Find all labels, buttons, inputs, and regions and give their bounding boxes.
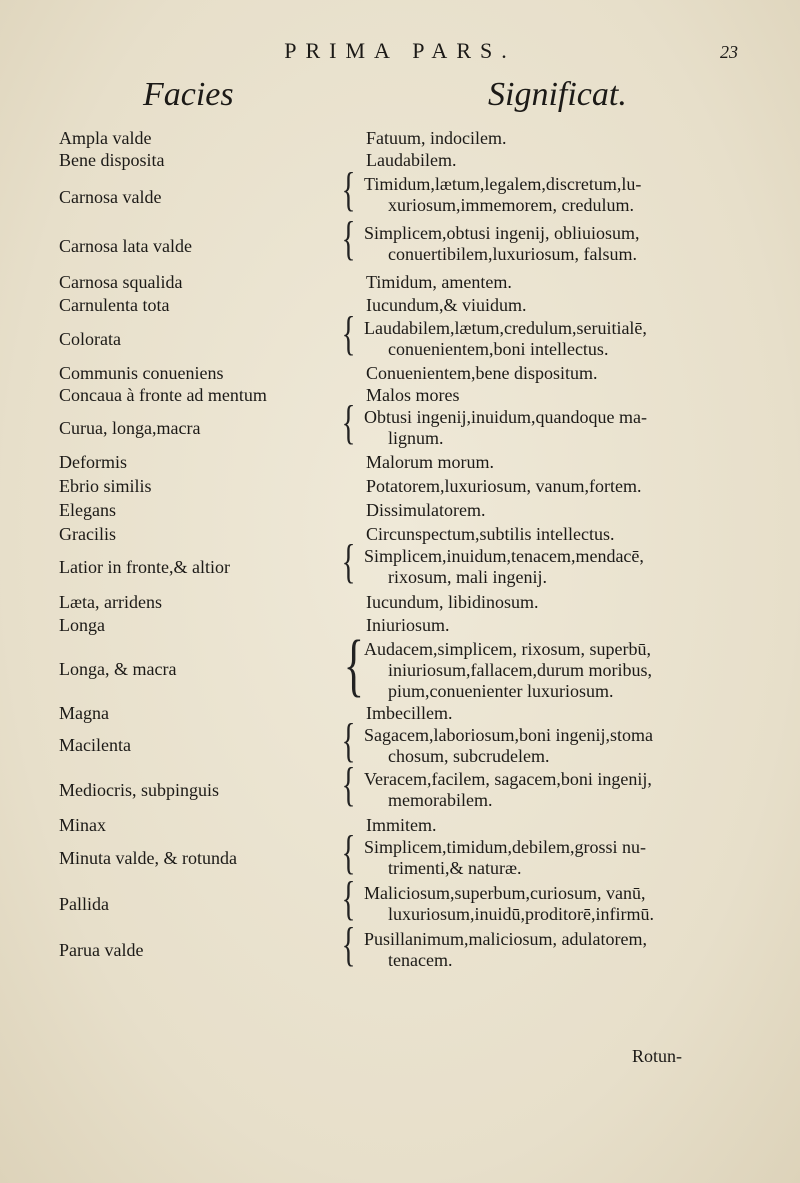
brace-glyph: { [341, 826, 356, 879]
entry-row [0, 212, 800, 272]
entry-row [0, 918, 800, 975]
meaning-text [366, 272, 741, 293]
meaning-line: Potatorem,luxuriosum, vanum,fortem. [366, 476, 642, 496]
meaning-text [366, 476, 741, 497]
face-term: Minax [59, 815, 106, 835]
meaning-text [366, 128, 741, 149]
face-term: Communis conueniens [59, 363, 224, 383]
face-term: Longa [59, 615, 105, 635]
meaning-text [364, 546, 739, 588]
entry-row [0, 476, 800, 500]
meaning-line: Conuenientem,bene dispositum. [366, 363, 598, 383]
meaning-line: trimenti,& naturæ. [388, 858, 522, 878]
face-term: Deformis [59, 452, 127, 472]
entry-row [0, 524, 800, 546]
column-heading-right: Significat. [488, 76, 627, 113]
meaning-line: Malorum morum. [366, 452, 494, 472]
entry-row [0, 396, 800, 452]
meaning-line: Laudabilem,lætum,credulum,seruitialē, [364, 318, 647, 338]
meaning-text [364, 725, 739, 767]
meaning-text [366, 524, 741, 545]
meaning-line: Iniuriosum. [366, 615, 450, 635]
face-term: Macilenta [59, 735, 131, 755]
brace-glyph: { [341, 396, 356, 449]
entry-row [0, 385, 800, 407]
meaning-line: Simplicem,inuidum,tenacem,mendacē, [364, 546, 644, 566]
meaning-line: chosum, subcrudelem. [388, 746, 550, 766]
entry-row [0, 592, 800, 615]
meaning-text [366, 150, 741, 171]
entry-row [0, 627, 800, 704]
face-term: Latior in fronte,& altior [59, 557, 230, 577]
brace-glyph: { [341, 872, 356, 925]
face-term: Carnosa squalida [59, 272, 183, 292]
brace-glyph: { [341, 212, 356, 265]
face-term: Ebrio similis [59, 476, 152, 496]
entry-row [0, 615, 800, 639]
catchword: Rotun- [632, 1046, 683, 1066]
meaning-text [366, 500, 741, 521]
face-term: Carnulenta tota [59, 295, 170, 315]
face-term: Parua valde [59, 940, 144, 960]
meaning-text [366, 385, 741, 406]
meaning-line: memorabilem. [388, 790, 493, 810]
meaning-text [364, 223, 739, 265]
meaning-line: iniuriosum,fallacem,durum moribus, [388, 660, 652, 680]
meaning-text [364, 883, 739, 925]
meaning-text [366, 815, 741, 836]
meaning-line: lignum. [388, 428, 444, 448]
entry-row [0, 826, 800, 883]
meaning-line: Malos mores [366, 385, 460, 405]
meaning-line: Fatuum, indocilem. [366, 128, 507, 148]
meaning-text [366, 452, 741, 473]
meaning-line: Simplicem,obtusi ingenij, obliuiosum, [364, 223, 640, 243]
meaning-line: Veracem,facilem, sagacem,boni ingenij, [364, 769, 652, 789]
meaning-text [366, 363, 741, 384]
meaning-line: conuenientem,boni intellectus. [388, 339, 609, 359]
meaning-line: Maliciosum,superbum,curiosum, vanū, [364, 883, 646, 903]
meaning-line: Imbecillem. [366, 703, 453, 723]
face-term: Colorata [59, 328, 121, 349]
running-head: PRIMA PARS. [284, 38, 516, 63]
brace-glyph: { [341, 714, 356, 767]
meaning-text [366, 703, 741, 724]
face-term: Concaua à fronte ad mentum [59, 385, 267, 405]
meaning-line: luxuriosum,inuidū,proditorē,infirmū. [388, 904, 654, 924]
meaning-line: Immitem. [366, 815, 437, 835]
meaning-line: Timidum, amentem. [366, 272, 512, 292]
meaning-line: Timidum,lætum,legalem,discretum,lu- [364, 174, 642, 194]
brace-glyph: { [341, 758, 356, 811]
face-term: Elegans [59, 500, 116, 520]
face-term: Carnosa valde [59, 186, 162, 207]
page-number: 23 [720, 42, 738, 62]
meaning-text [364, 639, 739, 702]
face-term: Curua, longa,macra [59, 417, 201, 438]
entry-row [0, 163, 800, 223]
meaning-line: conuertibilem,luxuriosum, falsum. [388, 244, 637, 264]
brace-glyph: { [341, 535, 356, 588]
face-term: Magna [59, 703, 109, 723]
entry-row [0, 872, 800, 929]
meaning-line: Dissimulatorem. [366, 500, 486, 520]
brace-glyph: { [341, 918, 356, 971]
face-term: Longa, & macra [59, 659, 177, 679]
face-term: Bene disposita [59, 150, 165, 170]
entry-row [0, 150, 800, 174]
meaning-text [364, 769, 739, 811]
meaning-line: pium,conuenienter luxuriosum. [388, 681, 614, 701]
entry-row [0, 703, 800, 725]
meaning-text [364, 929, 739, 971]
meaning-line: Circunspectum,subtilis intellectus. [366, 524, 615, 544]
meaning-text [364, 318, 739, 360]
entry-row [0, 363, 800, 385]
entry-row [0, 272, 800, 295]
entry-row [0, 758, 800, 815]
face-term: Gracilis [59, 524, 116, 544]
meaning-line: Iucundum, libidinosum. [366, 592, 539, 612]
brace-glyph: { [343, 627, 364, 704]
brace-glyph: { [341, 307, 356, 360]
meaning-line: tenacem. [388, 950, 453, 970]
entry-row [0, 128, 800, 150]
meaning-line: Sagacem,laboriosum,boni ingenij,stoma [364, 725, 653, 745]
entry-row [0, 535, 800, 592]
meaning-text [364, 174, 739, 216]
meaning-line: Obtusi ingenij,inuidum,quandoque ma- [364, 407, 647, 427]
column-heading-left: Facies [143, 76, 234, 113]
entry-row [0, 815, 800, 837]
meaning-line: Laudabilem. [366, 150, 457, 170]
entry-row [0, 295, 800, 318]
entry-row [0, 500, 800, 524]
entry-list [0, 128, 800, 975]
face-term: Pallida [59, 894, 109, 914]
meaning-text [364, 837, 739, 879]
face-term: Minuta valde, & rotunda [59, 848, 237, 868]
meaning-text [366, 295, 741, 316]
face-term: Læta, arridens [59, 592, 162, 612]
entry-row [0, 452, 800, 476]
face-term: Carnosa lata valde [59, 235, 192, 256]
meaning-text [364, 407, 739, 449]
meaning-text [366, 615, 741, 636]
meaning-line: Pusillanimum,maliciosum, adulatorem, [364, 929, 647, 949]
brace-glyph: { [341, 163, 356, 216]
meaning-line: xuriosum,immemorem, credulum. [388, 195, 634, 215]
entry-row [0, 307, 800, 363]
meaning-line: Audacem,simplicem, rixosum, superbū, [364, 639, 651, 659]
meaning-line: Simplicem,timidum,debilem,grossi nu- [364, 837, 646, 857]
face-term: Mediocris, subpinguis [59, 780, 219, 800]
face-term: Ampla valde [59, 128, 152, 148]
meaning-line: Iucundum,& viuidum. [366, 295, 527, 315]
entry-row [0, 714, 800, 769]
meaning-text [366, 592, 741, 613]
meaning-line: rixosum, mali ingenij. [388, 567, 547, 587]
